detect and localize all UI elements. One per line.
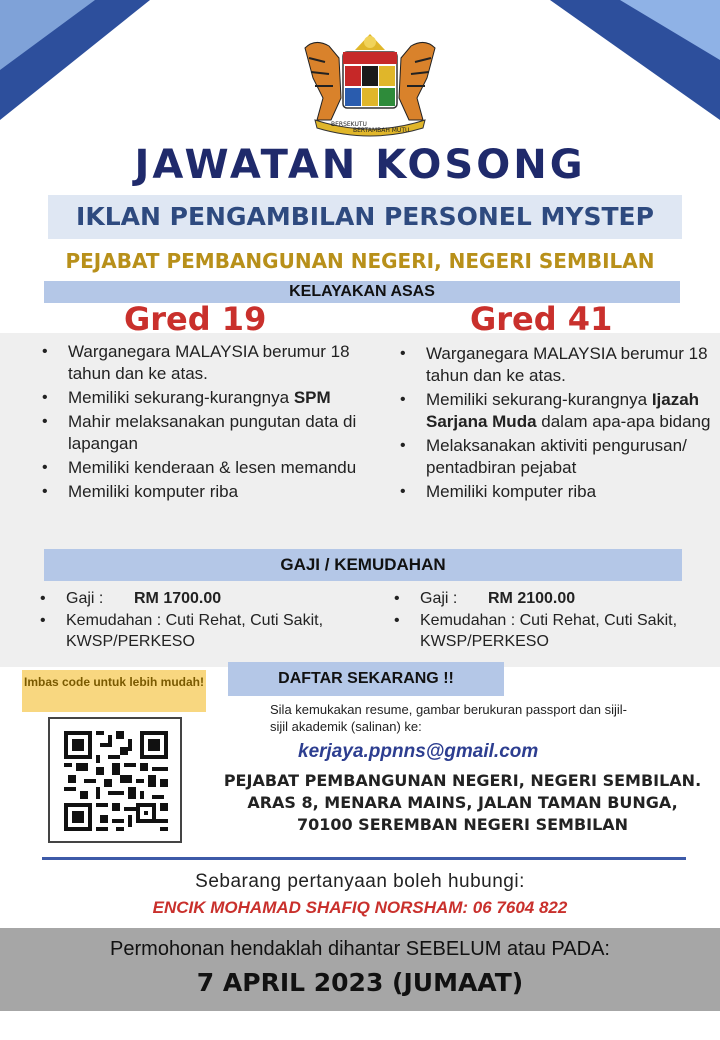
grade-19-benefits	[36, 588, 356, 653]
list-item: • Memiliki komputer riba	[394, 481, 714, 503]
list-item: • Warganegara MALAYSIA berumur 18 tahun dan ke atas.	[394, 343, 714, 387]
email-link[interactable]: kerjaya.ppnns@gmail.com	[298, 741, 539, 762]
office-address	[205, 770, 720, 836]
deadline-date: 7 APRIL 2023 (JUMAAT)	[196, 968, 524, 997]
grade-41-title: Gred 41	[470, 300, 613, 338]
address-line: PEJABAT PEMBANGUNAN NEGERI, NEGERI SEMBILAN.	[223, 771, 702, 790]
office-name: PEJABAT PEMBANGUNAN NEGERI, NEGERI SEMBILAN	[65, 249, 655, 273]
list-item: • Memiliki sekurang-kurangnya Ijazah Sarjana Muda dalam apa-apa bidang	[394, 389, 714, 433]
grade-41-benefits	[390, 588, 710, 653]
svg-text:BERTAMBAH MUTU: BERTAMBAH MUTU	[353, 127, 410, 134]
application-instructions: Sila kemukakan resume, gambar berukuran passport dan sijil-sijil akademik (salinan) ke:	[270, 702, 627, 734]
salary-item: • Gaji : RM 2100.00	[390, 588, 710, 609]
list-item: • Warganegara MALAYSIA berumur 18 tahun dan ke atas.	[36, 341, 366, 385]
enquiry-text: Sebarang pertanyaan boleh hubungi:	[195, 871, 525, 892]
list-item: • Memiliki sekurang-kurangnya SPM	[36, 387, 366, 409]
svg-text:BERSEKUTU: BERSEKUTU	[331, 121, 367, 128]
grade-19-requirements	[36, 341, 366, 505]
list-item: • Memiliki komputer riba	[36, 481, 366, 503]
contact-person: ENCIK MOHAMAD SHAFIQ NORSHAM: 06 7604 822	[152, 898, 568, 917]
page-title: JAWATAN KOSONG	[134, 142, 586, 188]
corner-decoration-right-light	[620, 0, 720, 60]
subtitle-banner: IKLAN PENGAMBILAN PERSONEL MYSTEP	[48, 195, 682, 239]
list-item: • Mahir melaksanakan pungutan data di lapangan	[36, 411, 366, 455]
qr-code[interactable]	[48, 717, 182, 843]
list-item: • Memiliki kenderaan & lesen memandu	[36, 457, 366, 479]
register-now-label: DAFTAR SEKARANG !!	[228, 662, 504, 696]
corner-decoration-left-light	[0, 0, 95, 70]
divider	[42, 857, 686, 860]
address-line: 70100 SEREMBAN NEGERI SEMBILAN	[296, 815, 629, 834]
deadline-footer	[0, 928, 720, 1011]
scan-note: Imbas code untuk lebih mudah!	[22, 670, 206, 712]
address-line: ARAS 8, MENARA MAINS, JALAN TAMAN BUNGA,	[247, 793, 678, 812]
salary-item: • Gaji : RM 1700.00	[36, 588, 356, 609]
qr-code-icon	[64, 731, 168, 831]
grade-19-title: Gred 19	[124, 300, 267, 338]
facilities-item: • Kemudahan : Cuti Rehat, Cuti Sakit, KWSP/PERKESO	[36, 610, 356, 652]
list-item: • Melaksanakan aktiviti pengurusan/ pentadbiran pejabat	[394, 435, 714, 479]
coat-of-arms-logo	[295, 28, 445, 138]
benefits-heading: GAJI / KEMUDAHAN	[44, 549, 682, 581]
facilities-item: • Kemudahan : Cuti Rehat, Cuti Sakit, KWSP/PERKESO	[390, 610, 710, 652]
qualifications-heading: KELAYAKAN ASAS	[44, 281, 680, 303]
deadline-note: Permohonan hendaklah dihantar SEBELUM atau PADA:	[110, 938, 610, 960]
grade-41-requirements	[394, 343, 714, 505]
